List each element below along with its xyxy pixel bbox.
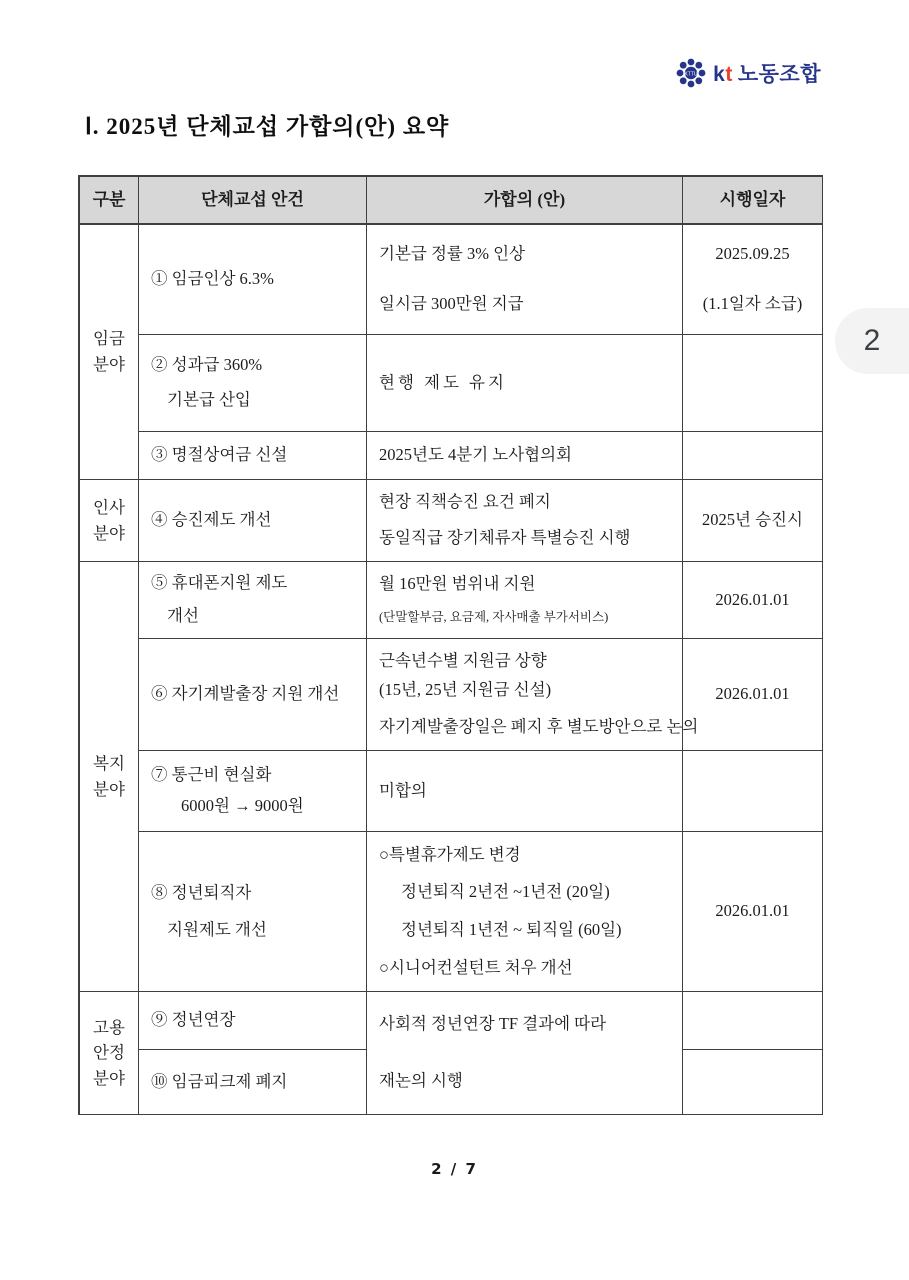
col-header-date [683, 177, 823, 225]
category-line: 고용 [93, 1017, 125, 1037]
cell-line: ⑩ 임금피크제 폐지 [151, 1071, 288, 1091]
cell-agreement-8 [367, 832, 683, 992]
cell-line: (단말할부금, 요금제, 자사매출 부가서비스) [379, 610, 609, 625]
cell-agenda-3 [139, 432, 367, 480]
kttu-flower-icon [676, 58, 706, 88]
cell-line: 개선 [167, 606, 199, 625]
cell-agreement-6 [367, 639, 699, 751]
cell-date-7 [683, 751, 823, 832]
cell-line: 2025년 승진시 [702, 510, 803, 530]
cell-date-10 [683, 1050, 823, 1115]
cell-line: ① 임금인상 6.3% [151, 269, 274, 289]
kttu-icon-text: KTTU [684, 71, 698, 78]
cell-agenda-9 [139, 992, 367, 1050]
cell-line: 기본급 정률 3% 인상 [379, 243, 525, 263]
cell-line: 6000원 → 9000원 [181, 796, 304, 815]
cell-line: ⑦ 통근비 현실화 [151, 765, 272, 785]
cell-line: 현장 직책승진 요건 폐지 [379, 491, 551, 511]
cell-line: 2025년도 4분기 노사협의회 [379, 445, 572, 465]
cell-line: 2025.09.25 [715, 243, 790, 263]
cell-date-2 [683, 335, 823, 432]
cell-line: 2026.01.01 [715, 684, 790, 704]
cell-line: ④ 승진제도 개선 [151, 510, 272, 530]
page-indicator-badge: 2 [835, 308, 909, 374]
cell-line: 정년퇴직 2년전 ~1년전 (20일) [401, 882, 610, 902]
cell-line: 미합의 [379, 780, 427, 800]
cell-agenda-4 [139, 480, 367, 562]
cell-agreement-2 [367, 335, 683, 432]
cell-date-5 [683, 562, 823, 639]
cell-line: (1.1일자 소급) [702, 294, 803, 314]
category-hr [80, 480, 139, 562]
page-title: Ⅰ. 2025년 단체교섭 가합의(안) 요약 [85, 114, 450, 139]
cell-agenda-10 [139, 1050, 367, 1115]
cell-agenda-7 [139, 751, 367, 832]
category-line: 분야 [93, 523, 125, 543]
cell-line: ⑥ 자기계발출장 지원 개선 [151, 684, 340, 704]
cell-date-9 [683, 992, 823, 1050]
cell-date-6 [683, 639, 823, 751]
cell-line: 정년퇴직 1년전 ~ 퇴직일 (60일) [401, 920, 622, 940]
cell-line: ○시니어컨설턴트 처우 개선 [379, 957, 573, 977]
cell-line: 지원제도 개선 [167, 919, 267, 939]
cell-date-1 [683, 225, 823, 335]
cell-date-8 [683, 832, 823, 992]
cell-agenda-2 [139, 335, 367, 432]
cell-agenda-8 [139, 832, 367, 992]
col-header-agenda [139, 177, 367, 225]
cell-line: ⑤ 휴대폰지원 제도 [151, 573, 288, 593]
cell-line: 2026.01.01 [715, 589, 790, 609]
category-line: 임금 [93, 329, 125, 349]
logo-brand-t: t [725, 63, 733, 86]
cell-line: 기본급 산입 [167, 390, 251, 409]
logo-text [713, 58, 821, 88]
category-line: 안정 [93, 1043, 125, 1063]
cell-agreement-3 [367, 432, 683, 480]
cell-line: 자기계발출장일은 폐지 후 별도방안으로 논의 [379, 717, 699, 737]
cell-agenda-1 [139, 225, 367, 335]
cell-line: 사회적 정년연장 TF 결과에 따라 [379, 1014, 607, 1034]
cell-line: ② 성과급 360% [151, 355, 263, 375]
header-label: 구분 [92, 190, 126, 210]
cell-agenda-6 [139, 639, 367, 751]
logo-union-label: 노동조합 [737, 63, 821, 86]
cell-line: 2026.01.01 [715, 901, 790, 921]
cell-line: 일시금 300만원 지급 [379, 294, 524, 314]
category-line: 분야 [93, 1068, 125, 1088]
category-line: 분야 [93, 355, 125, 374]
cell-agenda-5 [139, 562, 367, 639]
col-header-category [80, 177, 139, 225]
cell-line: 월 16만원 범위내 지원 [379, 573, 536, 593]
cell-line: 근속년수별 지원금 상향 [379, 651, 547, 671]
category-wage [80, 225, 139, 480]
logo-brand-k: k [713, 63, 726, 86]
page-number: 2 / 7 [431, 1160, 478, 1178]
cell-line: ③ 명절상여금 신설 [151, 445, 288, 465]
kt-union-logo [676, 58, 821, 88]
category-line: 분야 [93, 779, 125, 799]
cell-agreement-4 [367, 480, 683, 562]
cell-agreement-5 [367, 562, 683, 639]
col-header-agreement [367, 177, 683, 225]
header-label: 단체교섭 안건 [201, 190, 304, 210]
cell-date-3 [683, 432, 823, 480]
cell-line: ⑧ 정년퇴직자 [151, 882, 252, 902]
cell-line: 재논의 시행 [379, 1071, 463, 1091]
category-line: 인사 [93, 497, 125, 517]
cell-date-4 [683, 480, 823, 562]
cell-agreement-7 [367, 751, 683, 832]
cell-line: (15년, 25년 지원금 신설) [379, 679, 552, 699]
category-line: 복지 [93, 753, 125, 773]
category-welfare [80, 562, 139, 992]
header-label: 가합의 (안) [483, 190, 566, 210]
summary-table [78, 175, 823, 1115]
cell-agreement-1 [367, 225, 683, 335]
header-label: 시행일자 [719, 190, 786, 210]
cell-line: ⑨ 정년연장 [151, 1010, 236, 1030]
cell-agreement-9-10 [367, 992, 683, 1115]
cell-line: 동일직급 장기체류자 특별승진 시행 [379, 528, 631, 548]
cell-line: 현행 제도 유지 [379, 372, 507, 392]
category-employment [80, 992, 139, 1115]
cell-line: ○특별휴가제도 변경 [379, 844, 521, 864]
